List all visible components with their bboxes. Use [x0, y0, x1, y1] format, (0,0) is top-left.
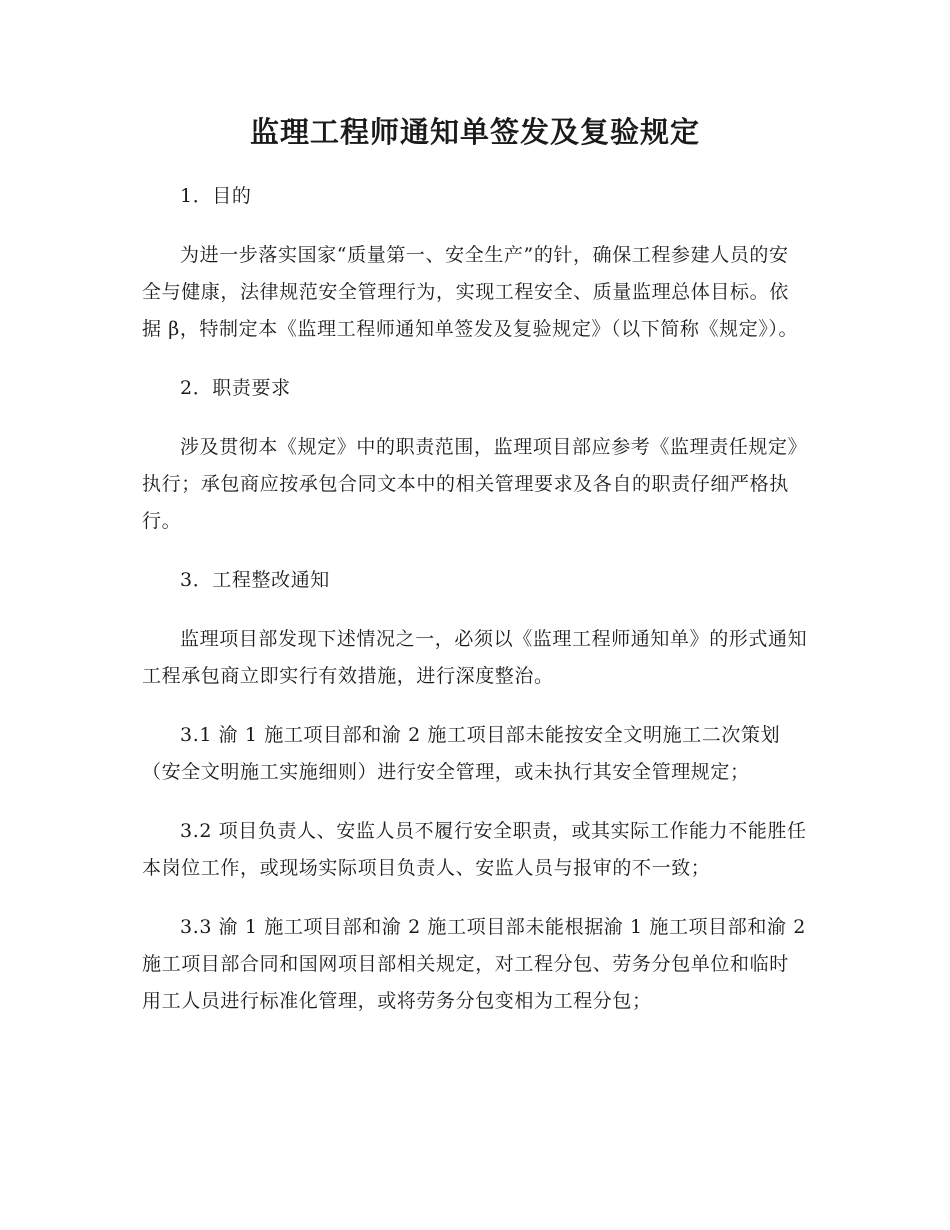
paragraph-clause-3-3: 3.3 渝 1 施工项目部和渝 2 施工项目部未能根据渝 1 施工项目部和渝 2 施工项目部合同和国网项目部相关规定，对工程分包、劳务分包单位和临时用工人员进行标准化管理，或将劳务分包变相为工程分包；: [142, 916, 806, 1012]
section-heading-rectification: 3．工程整改通知: [180, 569, 330, 591]
document-title: 监理工程师通知单签发及复验规定: [249, 115, 700, 149]
paragraph-clause-3-2: 3.2 项目负责人、安监人员不履行安全职责，或其实际工作能力不能胜任本岗位工作，或现场实际项目负责人、安监人员与报审的不一致；: [142, 820, 807, 879]
paragraph-rectification-intro: 监理项目部发现下述情况之一，必须以《监理工程师通知单》的形式通知工程承包商立即实行有效措施，进行深度整治。: [142, 628, 808, 687]
paragraph-responsibilities: 涉及贯彻本《规定》中的职责范围，监理项目部应参考《监理责任规定》执行；承包商应按承包合同文本中的相关管理要求及各自的职责仔细严格执行。: [142, 436, 808, 532]
section-heading-responsibilities: 2．职责要求: [180, 377, 291, 399]
paragraph-clause-3-1: 3.1 渝 1 施工项目部和渝 2 施工项目部未能按安全文明施工二次策划（安全文明施工实施细则）进行安全管理，或未执行其安全管理规定；: [142, 724, 781, 783]
section-heading-purpose: 1．目的: [180, 185, 252, 207]
paragraph-purpose: 为进一步落实国家“质量第一、安全生产”的针，确保工程参建人员的安全与健康，法律规范安全管理行为，实现工程安全、质量监理总体目标。依据 β，特制定本《监理工程师通知单签发及复验规定》（以下简称《规定》）。: [142, 244, 799, 340]
